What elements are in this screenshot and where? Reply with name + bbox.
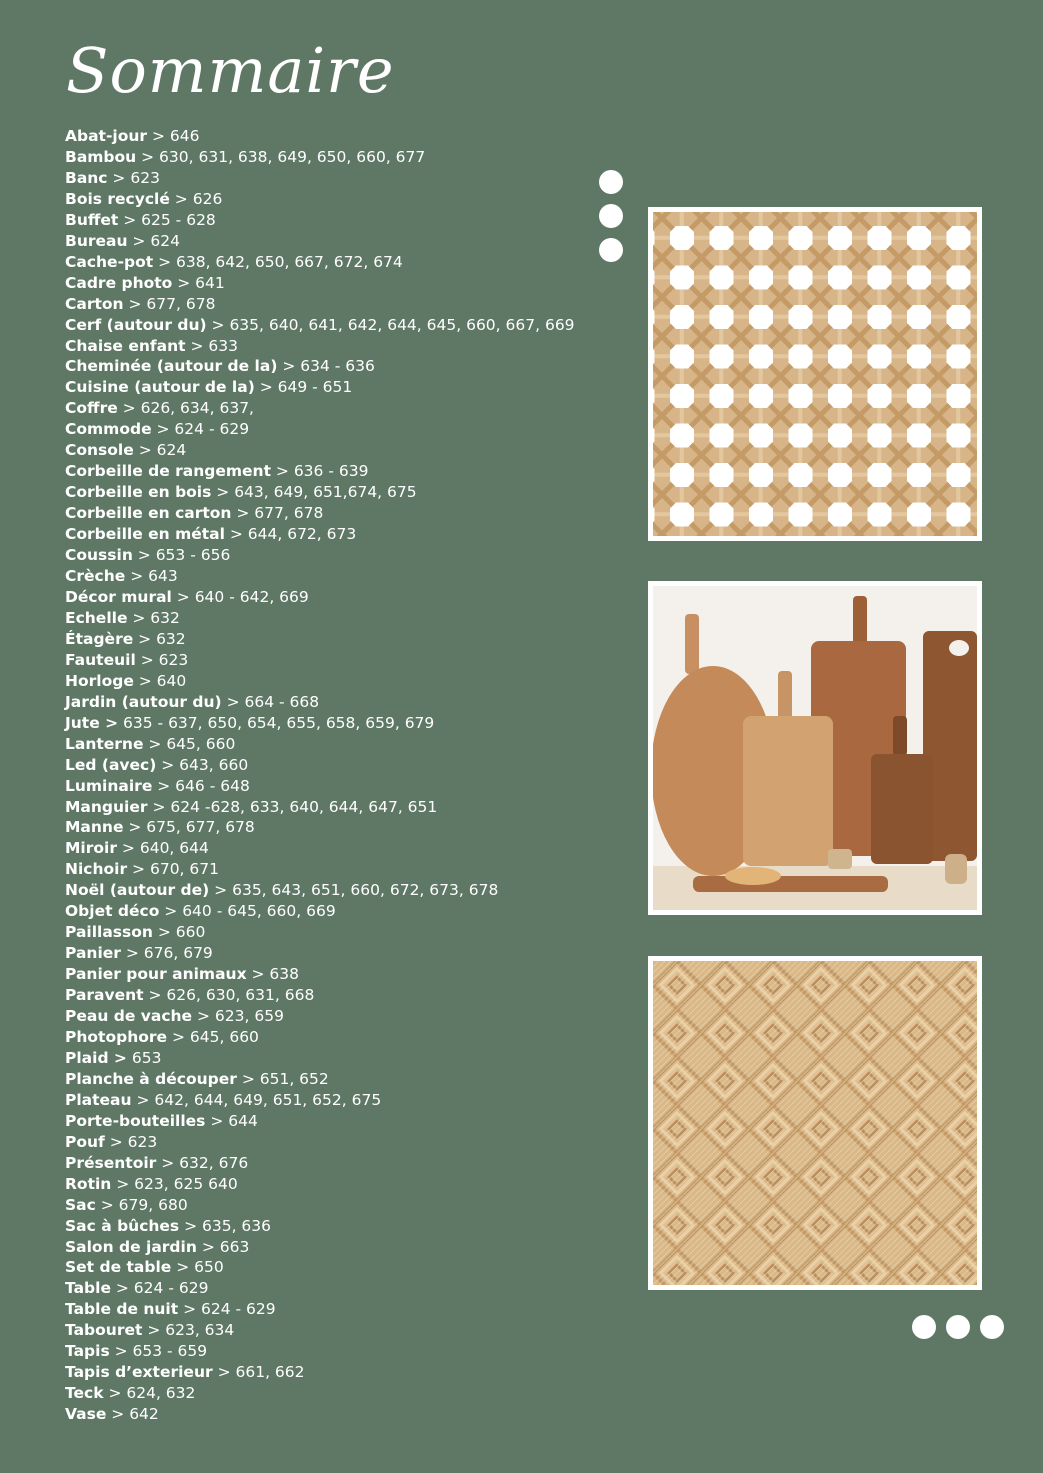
index-entry bbox=[65, 838, 575, 859]
index-term: Miroir bbox=[65, 839, 117, 858]
index-pages: > 653 - 656 bbox=[132, 546, 231, 565]
index-term: Set de table bbox=[65, 1258, 172, 1277]
index-entry bbox=[65, 1111, 575, 1132]
index-term: Horloge bbox=[65, 671, 134, 690]
index-entry bbox=[65, 168, 575, 189]
index-pages: > 623, 625 640 bbox=[111, 1174, 238, 1193]
index-pages: > 641 bbox=[172, 273, 225, 292]
index-term: Panier bbox=[65, 944, 121, 963]
index-entry bbox=[65, 566, 575, 587]
index-entry bbox=[65, 985, 575, 1006]
index-term: Bois recyclé bbox=[65, 189, 170, 208]
index-term: Bureau bbox=[65, 231, 128, 250]
index-term: Corbeille en bois bbox=[65, 483, 212, 502]
index-pages: 653 bbox=[126, 1048, 162, 1067]
index-entry bbox=[65, 922, 575, 943]
index-entry bbox=[65, 859, 575, 880]
index-pages: > 624 -628, 633, 640, 644, 647, 651 bbox=[147, 797, 438, 816]
index-entry bbox=[65, 503, 575, 524]
index-pages: > 640 - 645, 660, 669 bbox=[159, 902, 336, 921]
index-entry bbox=[65, 398, 575, 419]
sisal-photo bbox=[648, 956, 982, 1290]
index-pages: > 675, 677, 678 bbox=[123, 818, 255, 837]
index-pages: > 643, 660 bbox=[156, 755, 249, 774]
index-term: Carton bbox=[65, 294, 124, 313]
index-term: Panier pour animaux bbox=[65, 965, 247, 984]
index-entry bbox=[65, 1048, 575, 1069]
index-term: Manne bbox=[65, 818, 124, 837]
index-entry bbox=[65, 440, 575, 461]
index-term: Fauteuil bbox=[65, 650, 136, 669]
index-pages: > 676, 679 bbox=[120, 944, 213, 963]
index-term: Cerf (autour du) bbox=[65, 315, 207, 334]
index-list bbox=[65, 126, 575, 1425]
index-entry bbox=[65, 964, 575, 985]
index-entry bbox=[65, 1006, 575, 1027]
index-term: Cheminée (autour de la) bbox=[65, 357, 278, 376]
index-term: Cache-pot bbox=[65, 252, 154, 271]
index-entry bbox=[65, 273, 575, 294]
index-pages: > 640, 644 bbox=[117, 839, 209, 858]
index-pages: > 624 - 629 bbox=[151, 420, 250, 439]
rattan-pattern bbox=[653, 212, 977, 536]
index-entry bbox=[65, 1341, 575, 1362]
index-term: Luminaire bbox=[65, 776, 153, 795]
index-entry bbox=[65, 1362, 575, 1383]
index-term: Cadre photo bbox=[65, 273, 173, 292]
index-term: Sac à bûches bbox=[65, 1216, 180, 1235]
index-term: Plaid > bbox=[65, 1048, 127, 1067]
index-pages: > 677, 678 bbox=[231, 504, 324, 523]
index-entry bbox=[65, 755, 575, 776]
index-term: Manguier bbox=[65, 797, 148, 816]
index-pages: > 623 bbox=[104, 1132, 158, 1151]
index-entry bbox=[65, 210, 575, 231]
index-pages: > 649 - 651 bbox=[254, 378, 353, 397]
index-entry bbox=[65, 1216, 575, 1237]
index-term: Crèche bbox=[65, 567, 126, 586]
index-pages: 635 - 637, 650, 654, 655, 658, 659, 679 bbox=[118, 713, 435, 732]
cutting-boards-photo bbox=[648, 581, 982, 915]
index-entry bbox=[65, 629, 575, 650]
index-term: Étagère bbox=[65, 629, 134, 648]
index-term: Coussin bbox=[65, 546, 133, 565]
index-pages: > 646 - 648 bbox=[152, 776, 250, 795]
index-entry bbox=[65, 1153, 575, 1174]
index-entry bbox=[65, 252, 575, 273]
index-pages: > 650 bbox=[171, 1258, 224, 1277]
index-pages: > 624 - 629 bbox=[178, 1300, 276, 1319]
index-entry bbox=[65, 692, 575, 713]
index-term: Jardin (autour du) bbox=[65, 692, 222, 711]
index-term: Plateau bbox=[65, 1090, 132, 1109]
index-pages: > 646 bbox=[147, 127, 200, 145]
rattan-photo bbox=[648, 207, 982, 541]
index-entry bbox=[65, 608, 575, 629]
index-entry bbox=[65, 356, 575, 377]
index-pages: > 663 bbox=[196, 1237, 250, 1256]
index-entry bbox=[65, 524, 575, 545]
dot-icon bbox=[599, 238, 623, 262]
index-term: Console bbox=[65, 441, 134, 460]
index-term: Abat-jour bbox=[65, 127, 148, 145]
index-entry bbox=[65, 1257, 575, 1278]
index-pages: > 626, 630, 631, 668 bbox=[143, 986, 315, 1005]
index-pages: > 636 - 639 bbox=[270, 462, 369, 481]
index-pages: > 664 - 668 bbox=[221, 692, 320, 711]
index-pages: > 624 bbox=[127, 231, 180, 250]
index-term: Corbeille de rangement bbox=[65, 462, 271, 481]
index-pages: > 653 - 659 bbox=[109, 1342, 208, 1361]
index-pages: > 643, 649, 651,674, 675 bbox=[211, 483, 417, 502]
index-entry bbox=[65, 1132, 575, 1153]
index-entry bbox=[65, 1383, 575, 1404]
index-term: Planche à découper bbox=[65, 1069, 237, 1088]
index-pages: > 632, 676 bbox=[156, 1153, 249, 1172]
index-entry bbox=[65, 336, 575, 357]
index-entry bbox=[65, 126, 575, 147]
index-pages: > 642 bbox=[106, 1405, 159, 1424]
index-pages: > 623 bbox=[135, 650, 189, 669]
index-pages: > 624, 632 bbox=[103, 1384, 196, 1403]
index-entry bbox=[65, 1195, 575, 1216]
index-entry bbox=[65, 587, 575, 608]
index-pages: > 632 bbox=[133, 629, 186, 648]
index-entry bbox=[65, 880, 575, 901]
index-pages: > 640 - 642, 669 bbox=[171, 587, 309, 606]
index-pages: > 623, 659 bbox=[192, 1007, 284, 1026]
index-term: Lanterne bbox=[65, 734, 144, 753]
index-entry bbox=[65, 901, 575, 922]
index-term: Sac bbox=[65, 1195, 96, 1214]
index-entry bbox=[65, 1320, 575, 1341]
index-entry bbox=[65, 817, 575, 838]
index-pages: > 660 bbox=[152, 923, 206, 942]
index-entry bbox=[65, 1404, 575, 1425]
index-pages: > 651, 652 bbox=[236, 1069, 329, 1088]
index-term: Corbeille en métal bbox=[65, 525, 225, 544]
index-pages: > 635, 640, 641, 642, 644, 645, 660, 667, 669 bbox=[206, 315, 575, 334]
index-pages: > 644 bbox=[205, 1111, 258, 1130]
index-pages: > 679, 680 bbox=[95, 1195, 188, 1214]
index-entry bbox=[65, 419, 575, 440]
index-term: Coffre bbox=[65, 399, 118, 418]
index-pages: > 624 - 629 bbox=[110, 1279, 209, 1298]
index-term: Photophore bbox=[65, 1027, 168, 1046]
index-entry bbox=[65, 545, 575, 566]
index-entry bbox=[65, 461, 575, 482]
index-term: Tapis bbox=[65, 1342, 110, 1361]
index-pages: > 661, 662 bbox=[212, 1363, 305, 1382]
index-term: Cuisine (autour de la) bbox=[65, 378, 255, 397]
index-term: Paillasson bbox=[65, 923, 153, 942]
dot-icon bbox=[980, 1315, 1004, 1339]
index-term: Table bbox=[65, 1279, 111, 1298]
index-entry bbox=[65, 147, 575, 168]
index-entry bbox=[65, 1237, 575, 1258]
cutting-boards-illustration bbox=[653, 586, 977, 910]
index-pages: > 645, 660 bbox=[143, 734, 236, 753]
dot-icon bbox=[946, 1315, 970, 1339]
index-pages: > 677, 678 bbox=[123, 294, 216, 313]
dot-icon bbox=[599, 204, 623, 228]
index-term: Objet déco bbox=[65, 902, 160, 921]
index-entry bbox=[65, 713, 575, 734]
index-pages: > 625 - 628 bbox=[118, 210, 216, 229]
index-term: Nichoir bbox=[65, 860, 128, 879]
index-term: Pouf bbox=[65, 1132, 105, 1151]
index-entry bbox=[65, 1090, 575, 1111]
index-pages: > 643 bbox=[125, 567, 178, 586]
index-term: Tabouret bbox=[65, 1321, 143, 1340]
index-pages: > 634 - 636 bbox=[277, 357, 375, 376]
index-entry bbox=[65, 482, 575, 503]
index-entry bbox=[65, 1278, 575, 1299]
index-pages: > 635, 643, 651, 660, 672, 673, 678 bbox=[209, 881, 499, 900]
index-entry bbox=[65, 650, 575, 671]
index-term: Commode bbox=[65, 420, 152, 439]
index-term: Paravent bbox=[65, 986, 144, 1005]
index-entry bbox=[65, 231, 575, 252]
index-pages: > 670, 671 bbox=[127, 860, 219, 879]
index-pages: > 640 bbox=[133, 671, 187, 690]
index-pages: > 645, 660 bbox=[167, 1027, 259, 1046]
index-pages: > 644, 672, 673 bbox=[224, 525, 357, 544]
index-pages: > 624 bbox=[133, 441, 187, 460]
index-term: Table de nuit bbox=[65, 1300, 179, 1319]
index-term: Chaise enfant bbox=[65, 336, 186, 355]
index-pages: > 626, 634, 637, bbox=[117, 399, 254, 418]
index-entry bbox=[65, 1174, 575, 1195]
index-pages: > 626 bbox=[169, 189, 223, 208]
index-entry bbox=[65, 294, 575, 315]
index-entry bbox=[65, 1299, 575, 1320]
index-entry bbox=[65, 315, 575, 336]
index-term: Noël (autour de) bbox=[65, 881, 210, 900]
index-term: Porte-bouteilles bbox=[65, 1111, 206, 1130]
index-pages: > 638, 642, 650, 667, 672, 674 bbox=[153, 252, 403, 271]
index-entry bbox=[65, 797, 575, 818]
index-entry bbox=[65, 734, 575, 755]
index-pages: > 633 bbox=[185, 336, 238, 355]
dot-icon bbox=[599, 170, 623, 194]
index-term: Rotin bbox=[65, 1174, 112, 1193]
index-term: Jute > bbox=[65, 713, 119, 732]
index-pages: > 642, 644, 649, 651, 652, 675 bbox=[131, 1090, 382, 1109]
index-term: Décor mural bbox=[65, 587, 172, 606]
page-title: Sommaire bbox=[66, 34, 395, 107]
index-term: Buffet bbox=[65, 210, 119, 229]
index-term: Led (avec) bbox=[65, 755, 157, 774]
index-pages: > 638 bbox=[246, 965, 300, 984]
index-entry bbox=[65, 189, 575, 210]
index-term: Corbeille en carton bbox=[65, 504, 232, 523]
index-pages: > 623, 634 bbox=[142, 1321, 235, 1340]
index-entry bbox=[65, 1069, 575, 1090]
index-term: Echelle bbox=[65, 608, 128, 627]
index-pages: > 630, 631, 638, 649, 650, 660, 677 bbox=[136, 147, 426, 166]
index-term: Vase bbox=[65, 1405, 107, 1424]
index-pages: > 635, 636 bbox=[179, 1216, 272, 1235]
sisal-pattern bbox=[653, 961, 977, 1285]
dot-icon bbox=[912, 1315, 936, 1339]
index-term: Bambou bbox=[65, 147, 137, 166]
index-term: Teck bbox=[65, 1384, 104, 1403]
index-pages: > 632 bbox=[127, 608, 180, 627]
index-term: Tapis d’exterieur bbox=[65, 1363, 213, 1382]
index-term: Présentoir bbox=[65, 1153, 157, 1172]
index-entry bbox=[65, 671, 575, 692]
index-entry bbox=[65, 943, 575, 964]
index-entry bbox=[65, 776, 575, 797]
index-term: Banc bbox=[65, 168, 108, 187]
index-term: Peau de vache bbox=[65, 1007, 193, 1026]
index-term: Salon de jardin bbox=[65, 1237, 197, 1256]
index-entry bbox=[65, 377, 575, 398]
index-entry bbox=[65, 1027, 575, 1048]
index-pages: > 623 bbox=[107, 168, 160, 187]
